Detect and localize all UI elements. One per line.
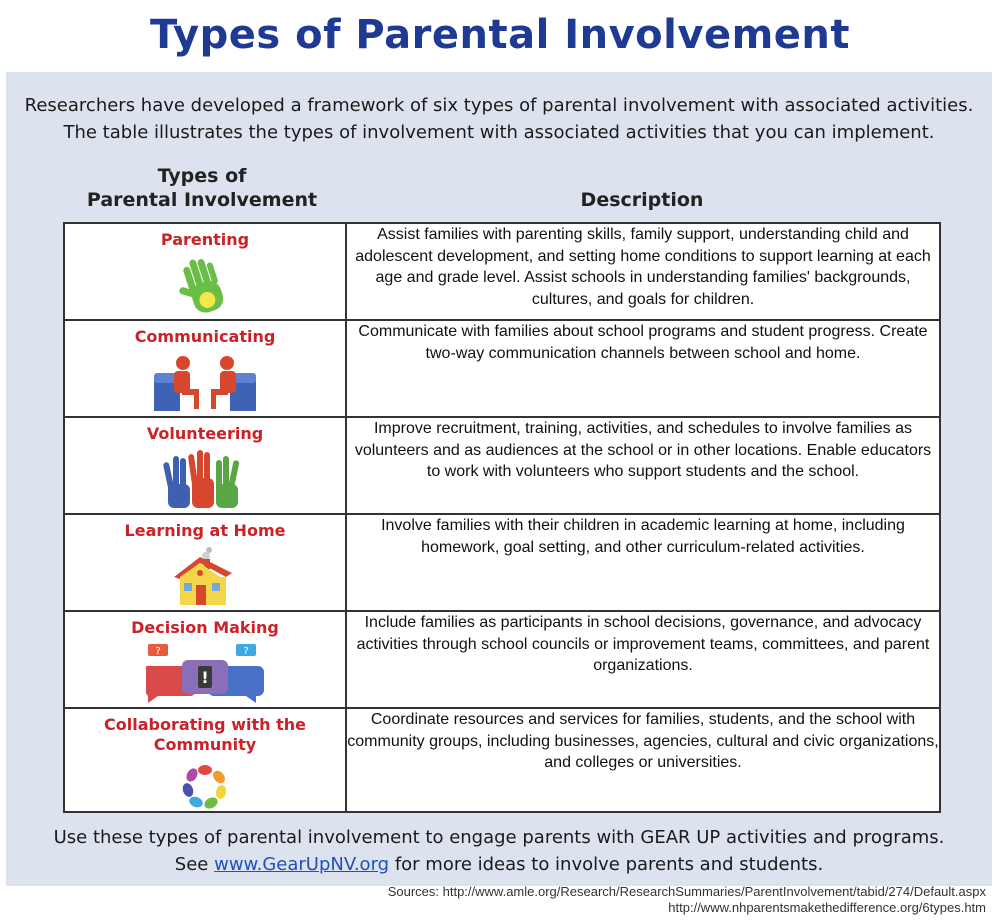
- type-label: Volunteering: [146, 424, 264, 443]
- description-cell: Include families as participants in school decisions, governance, and advocacy activities through school councils or improvement teams, committees, and parent organizations.: [346, 611, 940, 708]
- conversation-icon: [150, 351, 260, 413]
- footer-line-2-prefix: See: [174, 854, 215, 875]
- raised-hands-icon: [160, 448, 250, 510]
- type-cell: [64, 611, 346, 708]
- page-title: Types of Parental Involvement: [150, 12, 850, 58]
- column-header-type: [82, 164, 322, 212]
- description-cell: Communicate with families about school programs and student progress. Create two-way communication channels between school and home.: [346, 320, 940, 417]
- column-header-description: Description: [580, 189, 704, 211]
- table-row: [64, 223, 940, 320]
- house-icon: [170, 545, 240, 609]
- hands-circle-icon: [170, 759, 240, 811]
- type-label: Learning at Home: [124, 521, 286, 540]
- hand-icon: [175, 254, 235, 316]
- column-header-type-line-1: Types of: [157, 165, 247, 187]
- intro-text: [16, 92, 982, 146]
- type-cell: [64, 708, 346, 812]
- table-row: [64, 514, 940, 611]
- svg-text:?: ?: [155, 646, 161, 657]
- intro-line-1: Researchers have developed a framework of six types of parental involvement with associated activities.: [24, 95, 974, 116]
- footer-text: [16, 824, 982, 878]
- speech-bubbles-icon: [140, 642, 270, 704]
- involvement-table: [63, 222, 941, 813]
- type-label: Parenting: [160, 230, 250, 249]
- type-label: Decision Making: [131, 618, 279, 637]
- content-panel: [6, 72, 992, 886]
- table-row: [64, 708, 940, 812]
- source-line-1: Sources: http://www.amle.org/Research/ResearchSummaries/ParentInvolvement/tabid/274/Default.aspx: [387, 884, 986, 899]
- intro-line-2: The table illustrates the types of involvement with associated activities that you can implement.: [63, 122, 935, 143]
- table-row: [64, 611, 940, 708]
- footer-line-2: [16, 851, 982, 878]
- footer-line-1: Use these types of parental involvement to engage parents with GEAR UP activities and programs.: [53, 827, 945, 848]
- type-label-line-2: Community: [153, 735, 257, 754]
- description-cell: Improve recruitment, training, activities, and schedules to involve families as volunteers and as audiences at the school or in other locations. Enable educators to work with volunteers who support students and the school.: [346, 417, 940, 514]
- svg-text:!: !: [201, 668, 209, 687]
- type-cell: [64, 223, 346, 320]
- table-row: [64, 417, 940, 514]
- type-cell: [64, 417, 346, 514]
- type-label: [65, 715, 345, 755]
- column-header-type-line-2: Parental Involvement: [86, 189, 318, 211]
- type-label-line-1: Collaborating with the: [104, 715, 306, 734]
- footer-line-2-suffix: for more ideas to involve parents and students.: [389, 854, 824, 875]
- svg-text:?: ?: [243, 646, 249, 657]
- type-label: Communicating: [134, 327, 276, 346]
- source-line-2: http://www.nhparentsmakethedifference.org/6types.htm: [668, 900, 986, 915]
- description-cell: Coordinate resources and services for families, students, and the school with community groups, including businesses, agencies, cultural and civic organizations, and colleges or universities.: [346, 708, 940, 812]
- description-cell: Assist families with parenting skills, family support, understanding child and adolescent development, and setting home conditions to support learning at each age and grade level. Assist schools in understanding families' backgrounds, cultures, and goals for children.: [346, 223, 940, 320]
- type-cell: [64, 320, 346, 417]
- table-row: [64, 320, 940, 417]
- type-cell: [64, 514, 346, 611]
- gearupnv-link[interactable]: www.GearUpNV.org: [214, 854, 390, 875]
- sources: [388, 884, 986, 916]
- description-cell: Involve families with their children in academic learning at home, including homework, goal setting, and other curriculum-related activities.: [346, 514, 940, 611]
